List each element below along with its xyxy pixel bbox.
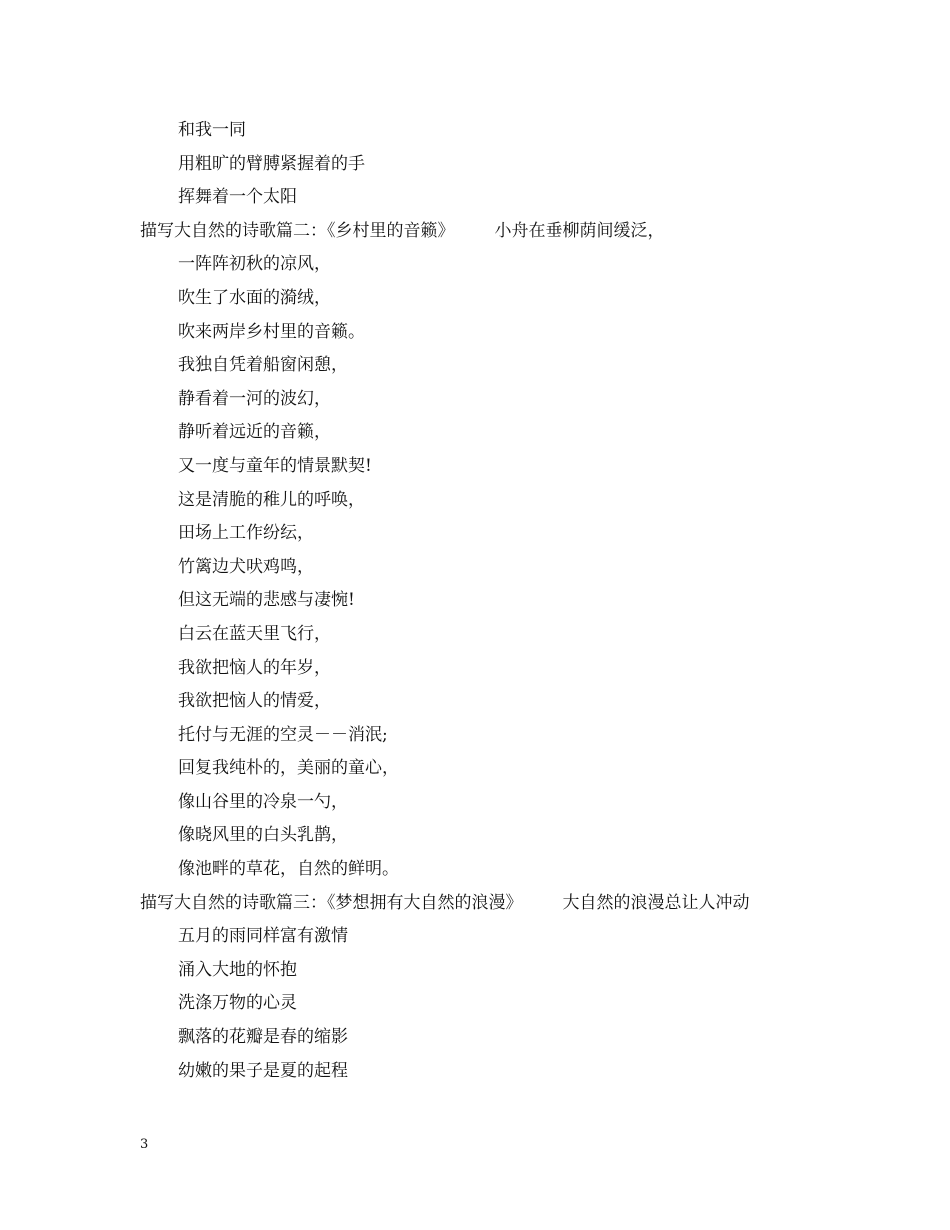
poem-line: 像山谷里的冷泉一勺， — [178, 791, 348, 812]
poem-line: 田场上工作纷纭， — [178, 523, 314, 544]
poem-line: 静听着远近的音籁， — [178, 422, 331, 443]
poem-line: 这是清脆的稚儿的呼唤， — [178, 489, 365, 510]
section-heading — [140, 215, 840, 249]
poem-line: 像池畔的草花，自然的鲜明。 — [178, 859, 399, 880]
poem-line: 但这无端的悲感与凄惋! — [178, 590, 355, 611]
poem-line: 竹篱边犬吠鸡鸣， — [178, 556, 314, 577]
section-title: 描写大自然的诗歌篇三：《梦想拥有大自然的浪漫》 — [140, 892, 523, 913]
poem-line: 像晓风里的白头乳鹊， — [178, 825, 348, 846]
poem-first-line: 大自然的浪漫总让人冲动 — [562, 892, 750, 913]
section-heading — [140, 887, 840, 921]
poem-line: 幼嫩的果子是夏的起程 — [178, 1060, 348, 1081]
poem-line: 用粗旷的臂膊紧握着的手 — [178, 153, 365, 174]
poem-line: 飘落的花瓣是春的缩影 — [178, 1027, 348, 1048]
poem-line: 五月的雨同样富有激情 — [178, 926, 348, 947]
poem-line: 白云在蓝天里飞行， — [178, 623, 331, 644]
page-number: 3 — [140, 1137, 149, 1152]
poem-line: 和我一同 — [178, 120, 246, 140]
poem-line: 吹生了水面的漪绒， — [178, 287, 331, 308]
poem-line: 我独自凭着船窗闲憩， — [178, 355, 348, 376]
poem-line: 我欲把恼人的情爱， — [178, 691, 331, 712]
poem-line: 又一度与童年的情景默契! — [178, 455, 372, 476]
poem-line: 静看着一河的波幻， — [178, 388, 331, 409]
section-title: 描写大自然的诗歌篇二：《乡村里的音籁》 — [140, 220, 455, 241]
poem-line: 一阵阵初秋的凉风， — [178, 254, 331, 275]
poem-line: 吹来两岸乡村里的音籁。 — [178, 321, 365, 342]
poem-line: 托付与无涯的空灵－－消泯; — [178, 724, 388, 745]
poem-line: 我欲把恼人的年岁， — [178, 657, 331, 678]
poem-line: 涌入大地的怀抱 — [178, 959, 297, 980]
poem-text-body — [140, 114, 840, 1088]
poem-first-line: 小舟在垂柳荫间缓泛， — [494, 220, 665, 241]
poem-line: 回复我纯朴的，美丽的童心， — [178, 758, 399, 779]
poem-line: 洗涤万物的心灵 — [178, 993, 297, 1014]
poem-line: 挥舞着一个太阳 — [178, 187, 297, 208]
